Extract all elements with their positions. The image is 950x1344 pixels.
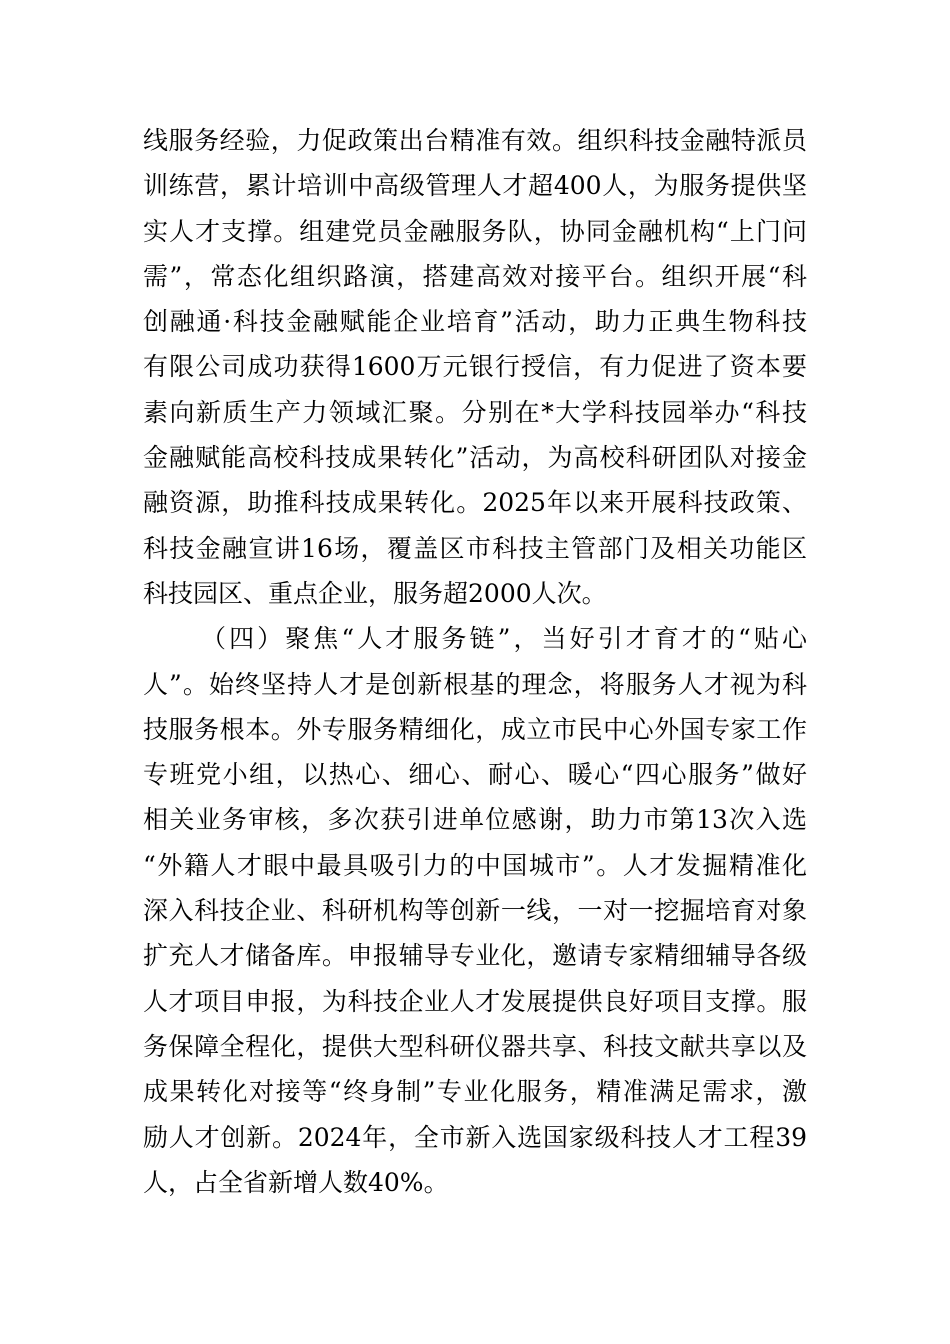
document-body xyxy=(143,118,807,1205)
text-line: 务保障全程化，提供大型科研仪器共享、科技文献共享以及 xyxy=(143,1031,807,1061)
text-line: 深入科技企业、科研机构等创新一线，一对一挖掘培育对象 xyxy=(143,896,807,926)
text-line: 有限公司成功获得1600万元银行授信，有力促进了资本要 xyxy=(143,352,807,382)
text-line: 融资源，助推科技成果转化。2025年以来开展科技政策、 xyxy=(143,488,807,518)
text-line: 素向新质生产力领域汇聚。分别在*大学科技园举办“科技 xyxy=(143,397,807,427)
text-line: 扩充人才储备库。申报辅导专业化，邀请专家精细辅导各级 xyxy=(143,941,807,971)
text-line: “外籍人才眼中最具吸引力的中国城市”。人才发掘精准化 xyxy=(143,850,807,880)
text-line: 金融赋能高校科技成果转化”活动，为高校科研团队对接金 xyxy=(143,443,807,473)
text-line: 技服务根本。外专服务精细化，成立市民中心外国专家工作 xyxy=(143,714,807,744)
paragraph-continuation xyxy=(143,118,807,616)
text-line: 人才项目申报，为科技企业人才发展提供良好项目支撑。服 xyxy=(143,986,807,1016)
text-line: 线服务经验，力促政策出台精准有效。组织科技金融特派员 xyxy=(143,126,807,155)
text-line: 需”，常态化组织路演，搭建高效对接平台。组织开展“科 xyxy=(143,261,807,291)
text-line: 训练营，累计培训中高级管理人才超400人，为服务提供坚 xyxy=(143,171,807,201)
text-line: 成果转化对接等“终身制”专业化服务，精准满足需求，激 xyxy=(143,1077,807,1107)
text-line: 专班党小组，以热心、细心、耐心、暖心“四心服务”做好 xyxy=(143,760,807,790)
text-line: 人，占全省新增人数40%。 xyxy=(143,1167,449,1197)
section-heading-line: （四）聚焦“人才服务链”，当好引才育才的“贴心 xyxy=(201,624,807,654)
text-line: 人”。始终坚持人才是创新根基的理念，将服务人才视为科 xyxy=(143,669,807,699)
text-line: 科技金融宣讲16场，覆盖区市科技主管部门及相关功能区 xyxy=(143,533,807,563)
paragraph-talent-service xyxy=(143,616,807,1205)
text-line: 实人才支撑。组建党员金融服务队，协同金融机构“上门问 xyxy=(143,216,807,246)
text-line: 科技园区、重点企业，服务超2000人次。 xyxy=(143,578,607,608)
text-line: 创融通·科技金融赋能企业培育”活动，助力正典生物科技 xyxy=(143,307,807,337)
text-line: 相关业务审核，多次获引进单位感谢，助力市第13次入选 xyxy=(143,805,807,835)
text-line: 励人才创新。2024年，全市新入选国家级科技人才工程39 xyxy=(143,1122,807,1152)
